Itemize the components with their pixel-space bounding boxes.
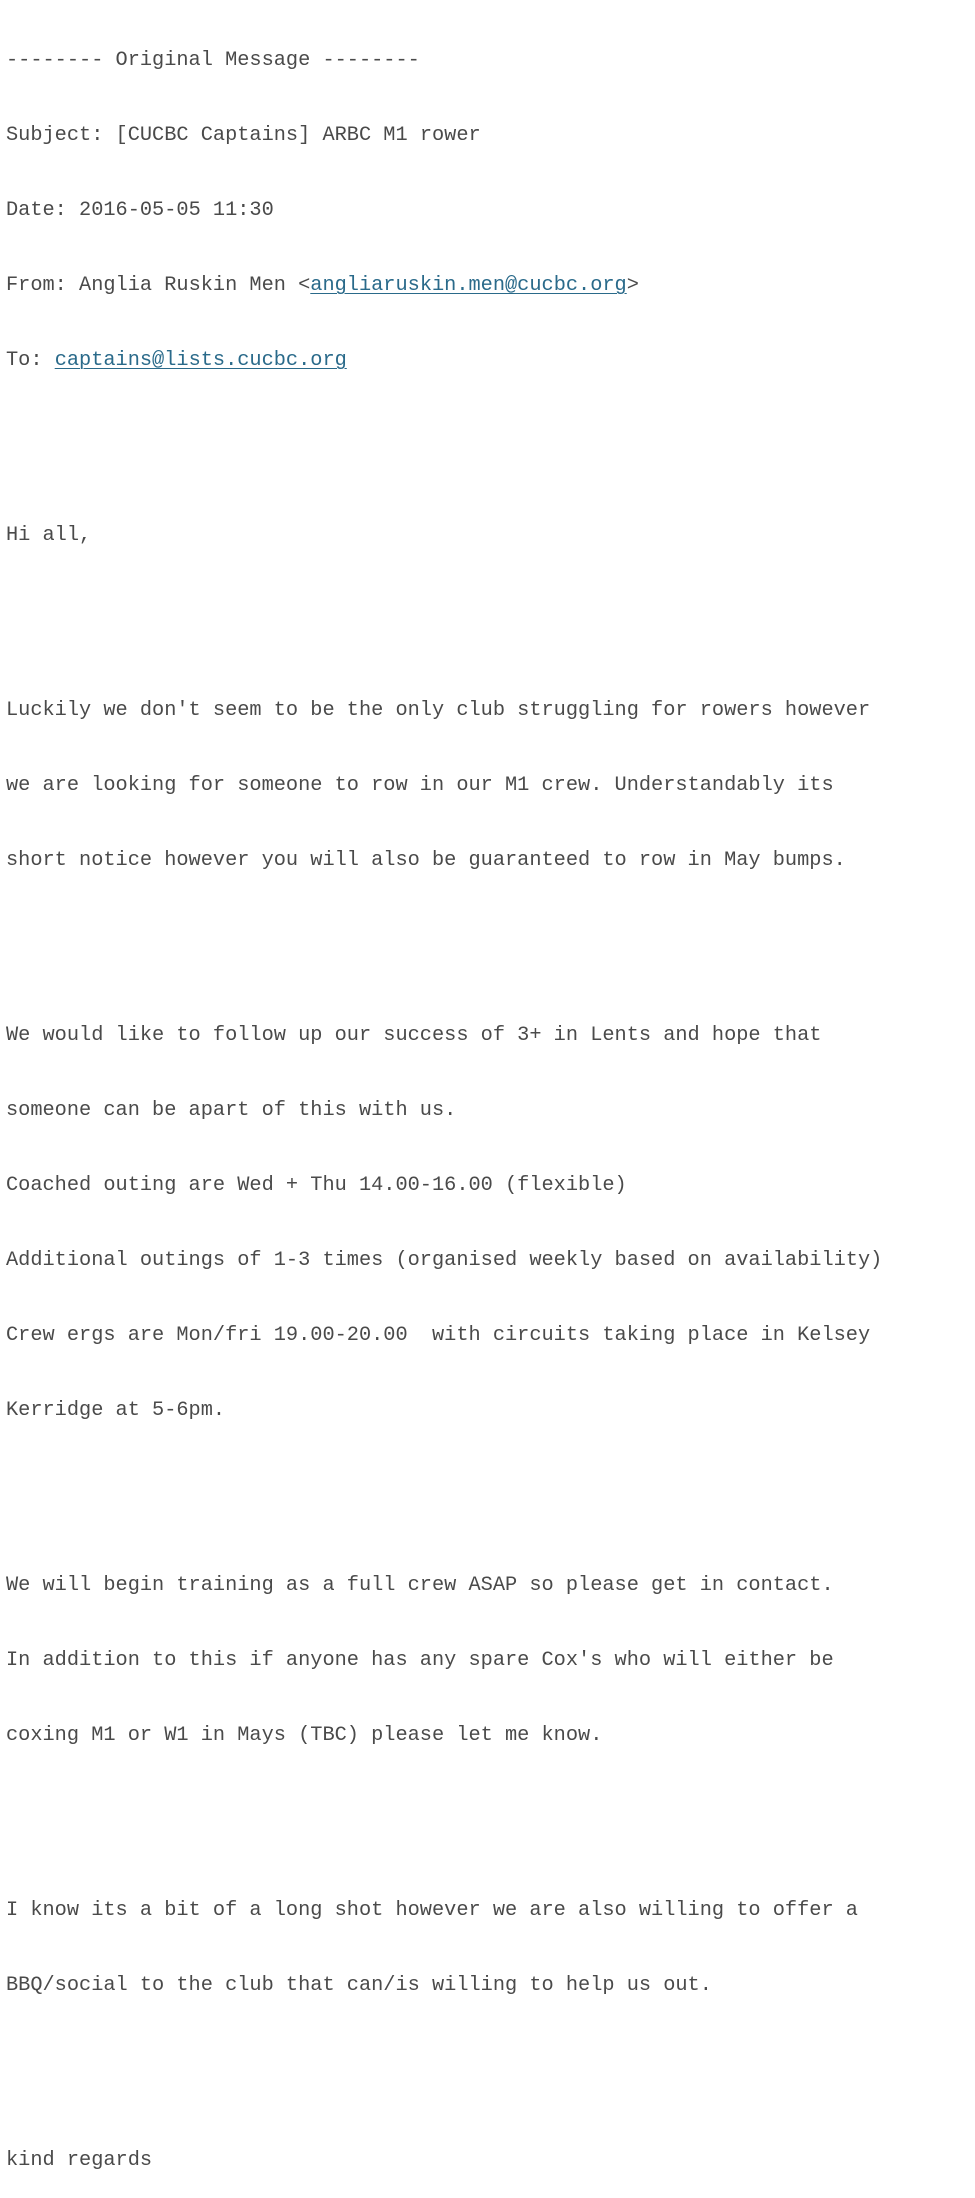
to-label: To: xyxy=(6,349,55,372)
from-label: From: xyxy=(6,274,80,297)
body-line: We will begin training as a full crew ASAP so please get in contact. xyxy=(6,1574,834,1597)
from-line xyxy=(6,273,882,298)
to-email-link[interactable]: captains@lists.cucbc.org xyxy=(54,349,347,372)
body-line: In addition to this if anyone has any spare Cox's who will either be xyxy=(6,1649,834,1672)
from-email-link[interactable]: angliaruskin.men@cucbc.org xyxy=(310,274,627,297)
spacer xyxy=(6,923,882,948)
subject-text: [CUCBC Captains] ARBC M1 rower xyxy=(115,124,481,147)
date-text: 2016-05-05 11:30 xyxy=(79,199,274,222)
date-label: Date: xyxy=(6,199,80,222)
email-message xyxy=(6,0,882,2198)
body-line: Additional outings of 1-3 times (organised weekly based on availability) xyxy=(6,1249,883,1272)
body-line: we are looking for someone to row in our M1 crew. Understandably its xyxy=(6,774,834,797)
spacer xyxy=(6,448,882,473)
to-line xyxy=(6,348,882,373)
body-line: short notice however you will also be guaranteed to row in May bumps. xyxy=(6,849,846,872)
spacer xyxy=(6,2048,882,2073)
spacer xyxy=(6,598,882,623)
from-name: Anglia Ruskin Men < xyxy=(79,274,311,297)
date-line xyxy=(6,198,882,223)
spacer xyxy=(6,1798,882,1823)
subject-line xyxy=(6,123,882,148)
original-message-separator: -------- Original Message -------- xyxy=(6,49,420,72)
body-line: Kerridge at 5-6pm. xyxy=(6,1399,226,1422)
body-line: someone can be apart of this with us. xyxy=(6,1099,457,1122)
subject-label: Subject: xyxy=(6,124,116,147)
body-line: Crew ergs are Mon/fri 19.00-20.00 with circuits taking place in Kelsey xyxy=(6,1324,871,1347)
body-line: I know its a bit of a long shot however we are also willing to offer a xyxy=(6,1899,858,1922)
from-close: > xyxy=(626,274,639,297)
body-line: Luckily we don't seem to be the only club struggling for rowers however xyxy=(6,699,871,722)
body-line: Coached outing are Wed + Thu 14.00-16.00 (flexible) xyxy=(6,1174,627,1197)
signoff: kind regards xyxy=(6,2149,153,2172)
body-line: coxing M1 or W1 in Mays (TBC) please let me know. xyxy=(6,1724,603,1747)
body-line: BBQ/social to the club that can/is willing to help us out. xyxy=(6,1974,712,1997)
greeting: Hi all, xyxy=(6,524,92,547)
spacer xyxy=(6,1473,882,1498)
body-line: We would like to follow up our success of 3+ in Lents and hope that xyxy=(6,1024,822,1047)
